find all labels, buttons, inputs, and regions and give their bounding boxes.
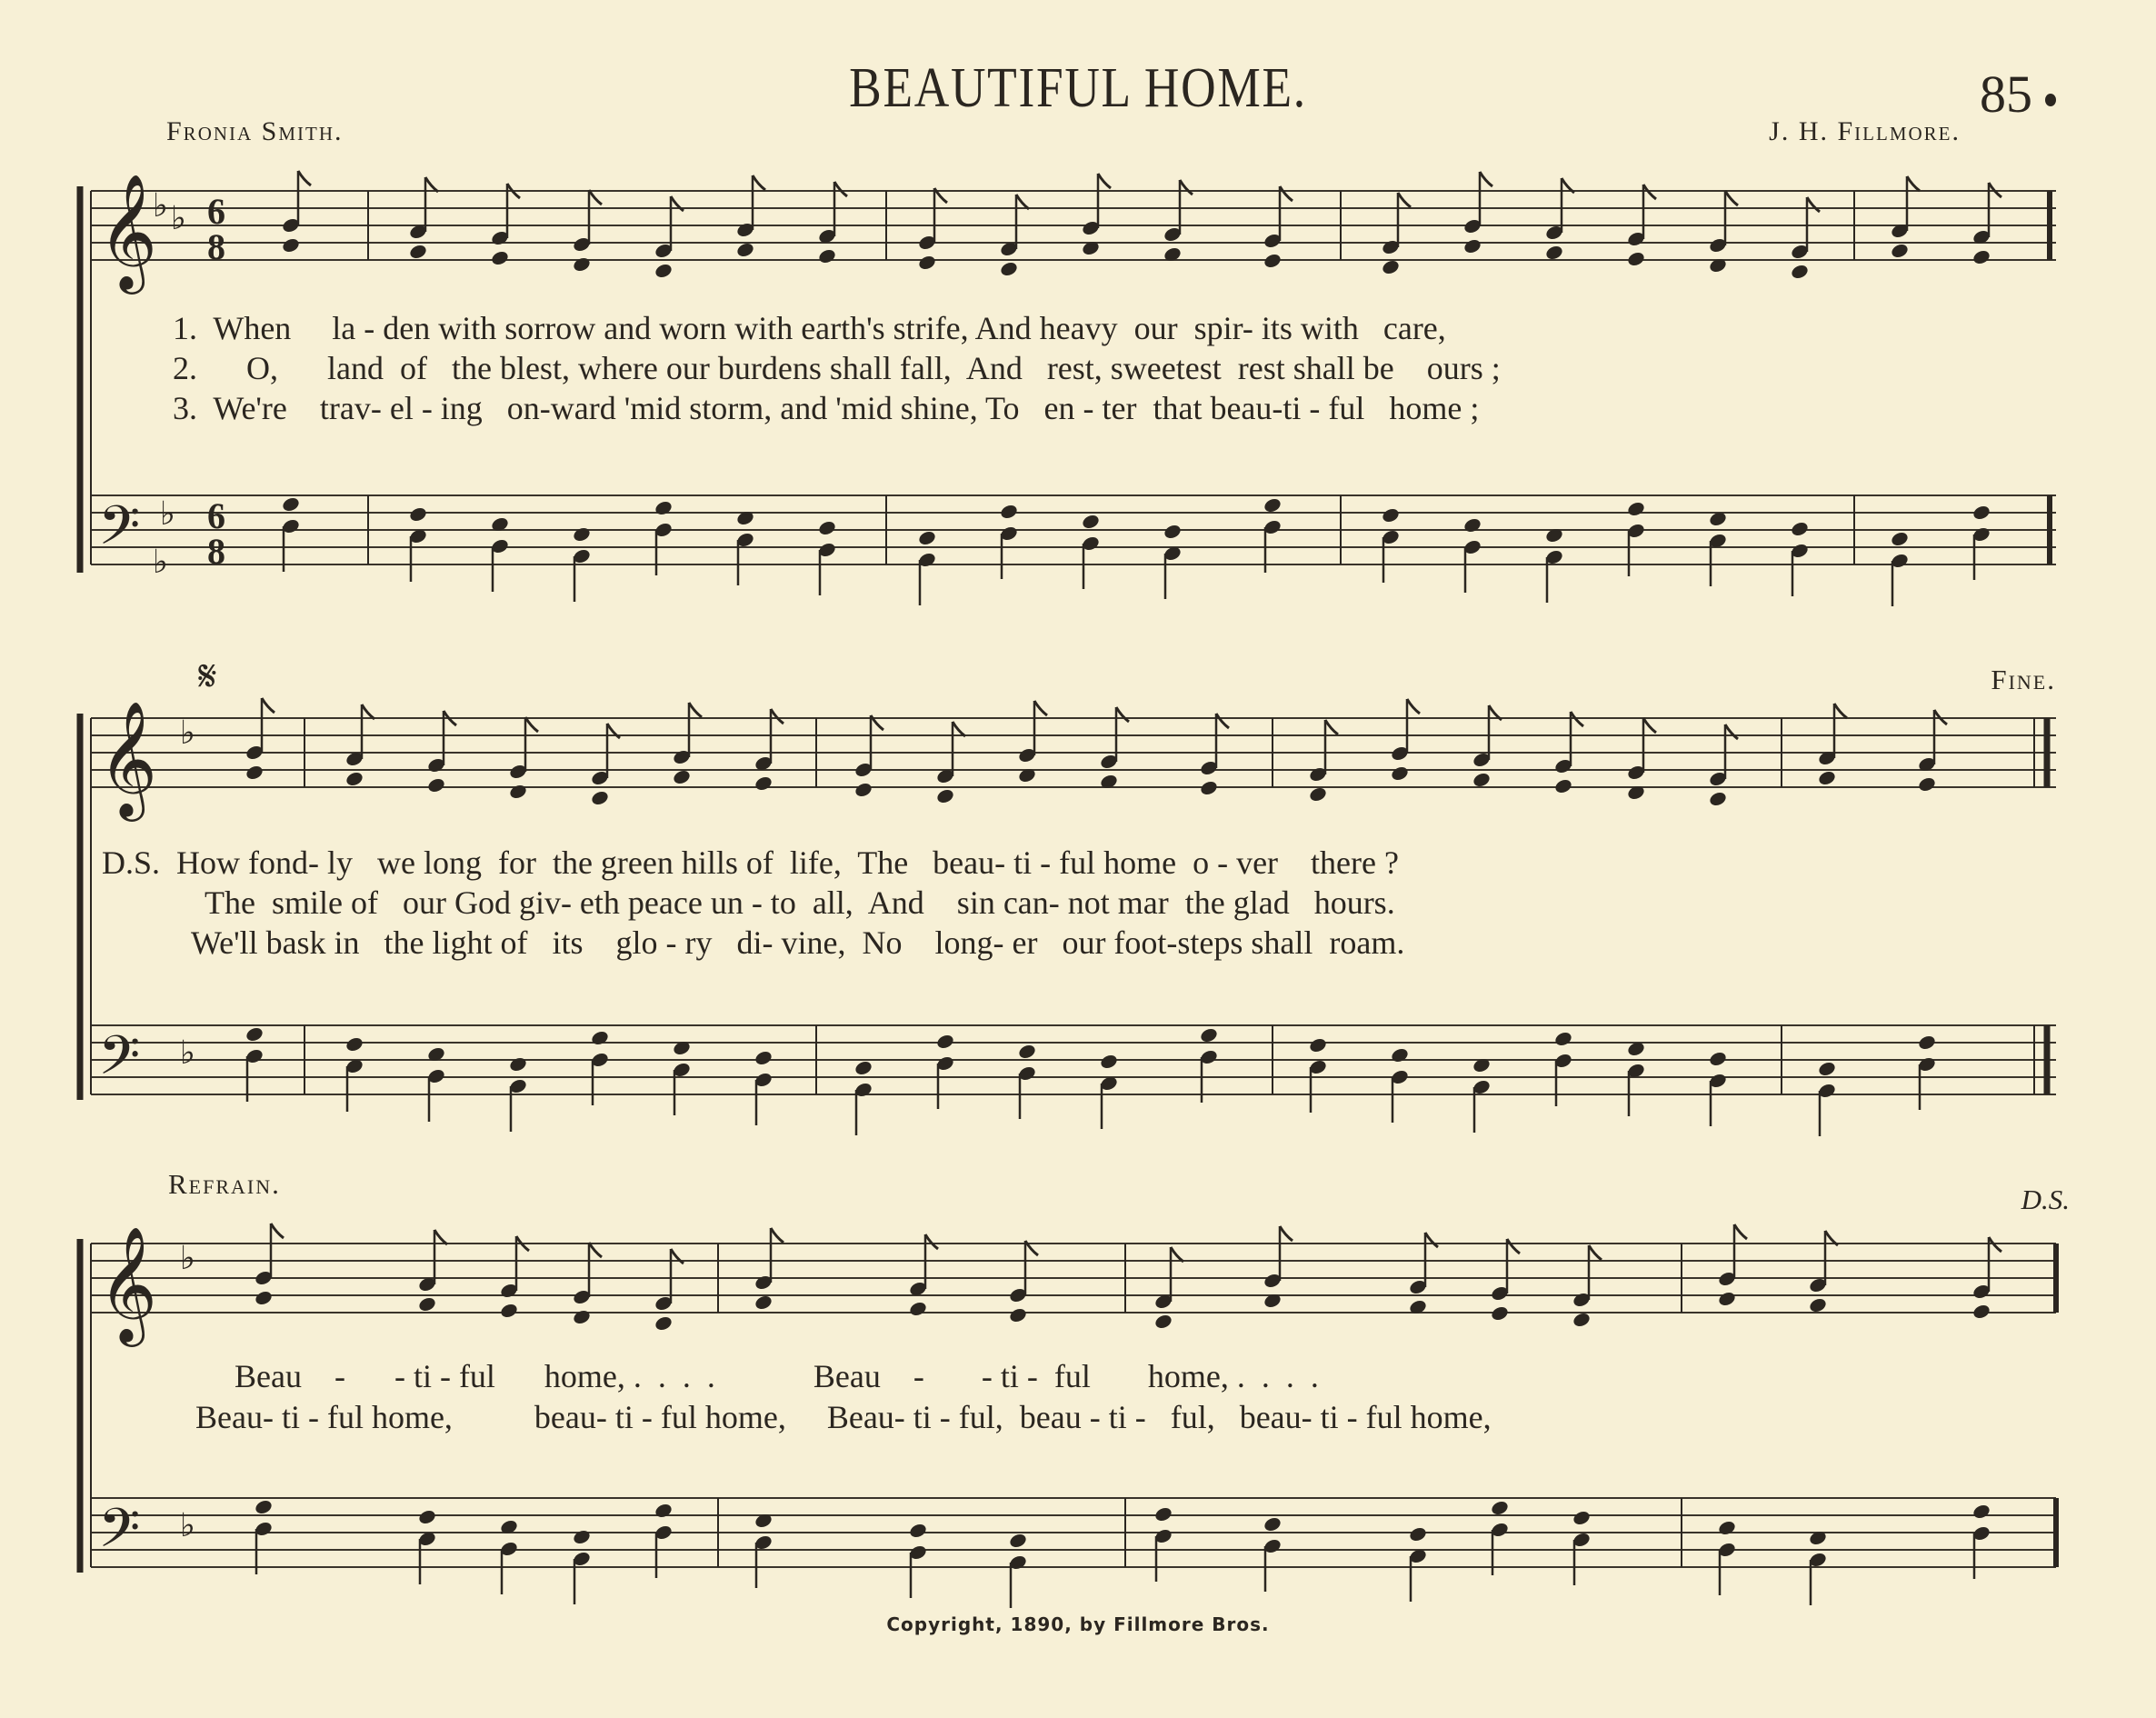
- notehead: [1917, 1034, 1937, 1051]
- note-flag: [262, 698, 274, 713]
- fine-label: Fine.: [1991, 664, 2056, 695]
- notehead: [245, 764, 265, 781]
- notehead: [1381, 258, 1401, 275]
- note-flag: [1480, 172, 1492, 186]
- notehead: [1490, 1304, 1510, 1322]
- notehead: [735, 241, 755, 258]
- note-flag: [1425, 1233, 1438, 1247]
- flat-icon: ♭: [160, 495, 175, 532]
- hymn-title: BEAUTIFUL HOME.: [849, 57, 1307, 119]
- notehead: [417, 1508, 437, 1525]
- treble-clef-icon: 𝄞: [98, 173, 158, 289]
- notehead: [1099, 1053, 1119, 1070]
- note-flag: [953, 722, 965, 736]
- notehead: [853, 781, 873, 798]
- note-flag: [834, 182, 847, 196]
- verse-2-line-2: The smile of our God giv- eth peace un - to all, And sin can- not mar the glad hours.: [205, 884, 1395, 921]
- notehead: [490, 249, 510, 266]
- notehead: [1472, 771, 1492, 788]
- notehead: [572, 1308, 592, 1325]
- note-flag: [1280, 1226, 1293, 1241]
- notehead: [908, 1300, 928, 1317]
- notehead: [254, 1498, 274, 1515]
- notehead: [1263, 252, 1283, 269]
- note-flag: [753, 175, 765, 190]
- flat-icon: ♭: [153, 544, 168, 580]
- flat-icon: ♭: [180, 714, 195, 751]
- note-flag: [1734, 1224, 1747, 1239]
- note-flag: [1907, 176, 1920, 191]
- flat-icon: ♭: [180, 1240, 195, 1276]
- notehead: [754, 1049, 774, 1066]
- notehead: [1153, 1313, 1173, 1330]
- notehead: [917, 254, 937, 271]
- page-number-text: 85: [1980, 65, 2032, 124]
- notehead: [1308, 785, 1328, 803]
- note-flag: [925, 1234, 938, 1249]
- segno-icon: 𝄋: [198, 653, 217, 701]
- notehead: [590, 789, 610, 806]
- treble-clef-icon: 𝄞: [98, 1225, 158, 1342]
- notehead: [1153, 1505, 1173, 1523]
- bass-clef-icon: 𝄢: [98, 1024, 141, 1100]
- note-flag: [1216, 714, 1229, 728]
- notehead: [572, 525, 592, 543]
- note-flag: [434, 1230, 447, 1244]
- notehead: [344, 1035, 364, 1053]
- notehead: [1717, 1290, 1737, 1307]
- notehead: [1708, 1050, 1728, 1067]
- notehead: [1890, 530, 1910, 547]
- refrain-label: Refrain.: [168, 1168, 281, 1200]
- notehead: [572, 1528, 592, 1545]
- notehead: [754, 1293, 774, 1311]
- verse-1-line-1: 1. When la - den with sorrow and worn with earth's strife, And heavy our spir- its with care,: [173, 310, 1446, 346]
- notehead: [1817, 1060, 1837, 1077]
- note-flag: [1325, 720, 1338, 734]
- notehead: [1808, 1296, 1828, 1313]
- flat-icon: ♭: [180, 1034, 195, 1071]
- note-flag: [1398, 193, 1411, 207]
- notehead: [1381, 506, 1401, 524]
- note-flag: [771, 709, 784, 724]
- notehead: [1553, 777, 1573, 794]
- notehead: [999, 503, 1019, 520]
- note-flag: [425, 177, 438, 192]
- notehead: [1572, 1311, 1592, 1328]
- note-flag: [1507, 1239, 1520, 1254]
- notehead: [344, 770, 364, 787]
- verse-1-line-2: D.S. How fond- ly we long for the green hills of life, The beau- ti - ful home o - ver there ?: [102, 844, 1399, 881]
- notehead: [508, 1055, 528, 1073]
- verse-3-line-1: 3. We're trav- el - ing on-ward 'mid storm, and 'mid shine, To en - ter that beau-ti - ful home ;: [173, 390, 1480, 426]
- notehead: [1717, 1519, 1737, 1536]
- note-flag: [771, 1228, 784, 1243]
- note-flag: [1725, 191, 1738, 205]
- notehead: [817, 247, 837, 265]
- treble-staff-2: [91, 718, 2056, 787]
- time-sig-top: 6: [207, 495, 225, 536]
- notehead: [1199, 779, 1219, 796]
- notehead: [1008, 1532, 1028, 1549]
- notehead: [1917, 775, 1937, 793]
- notehead: [999, 260, 1019, 277]
- notehead: [1708, 790, 1728, 807]
- notehead: [245, 1025, 265, 1043]
- notehead: [1790, 263, 1810, 280]
- notehead: [1971, 504, 1991, 521]
- notehead: [654, 1502, 674, 1519]
- treble-staff-3: [91, 1244, 2056, 1313]
- note-flag: [298, 171, 311, 185]
- ds-label: D.S.: [2021, 1184, 2070, 1215]
- refrain-soprano-line: Beau - - ti - ful home, . . . . Beau - - ti - ful home, . . . .: [235, 1358, 1319, 1394]
- note-flag: [1807, 197, 1820, 212]
- notehead: [281, 495, 301, 513]
- copyright-notice: Copyright, 1890, by Fillmore Bros.: [886, 1613, 1270, 1635]
- flat-icon: ♭: [153, 187, 168, 224]
- lyricist-credit: Fronia Smith.: [166, 116, 344, 146]
- note-flag: [589, 190, 602, 205]
- notehead: [1790, 520, 1810, 537]
- note-flag: [1180, 180, 1193, 195]
- notehead: [417, 1295, 437, 1313]
- notehead: [853, 1059, 873, 1076]
- note-flag: [1016, 195, 1029, 209]
- time-sig-bottom: 8: [207, 226, 225, 267]
- notehead: [1544, 244, 1564, 261]
- notehead: [572, 255, 592, 273]
- notehead: [1462, 237, 1482, 255]
- notehead: [935, 1033, 955, 1050]
- bass-staff-1: [91, 495, 2056, 564]
- time-sig-bottom: 8: [207, 531, 225, 572]
- notehead: [408, 505, 428, 523]
- note-flag: [362, 704, 374, 719]
- flat-icon: ♭: [171, 200, 186, 236]
- bass-staff-2: [91, 1025, 2056, 1094]
- bass-clef-icon: 𝄢: [98, 1496, 141, 1573]
- notehead: [817, 519, 837, 536]
- notehead: [281, 236, 301, 254]
- note-flag: [1171, 1247, 1183, 1262]
- notehead: [908, 1522, 928, 1539]
- verse-2-line-1: 2. O, land of the blest, where our burdens shall fall, And rest, sweetest rest shall be ours ;: [173, 350, 1501, 386]
- notehead: [590, 1029, 610, 1046]
- notehead: [1017, 1043, 1037, 1060]
- treble-clef-icon: 𝄞: [98, 700, 158, 816]
- notehead: [1462, 516, 1482, 534]
- notehead: [1490, 1499, 1510, 1516]
- notehead: [1890, 242, 1910, 259]
- note-flag: [525, 717, 538, 732]
- note-flag: [1643, 718, 1656, 733]
- notehead: [1263, 1515, 1283, 1533]
- notehead: [1572, 1509, 1592, 1526]
- bass-staff-3: [91, 1498, 2056, 1567]
- notehead: [1199, 1026, 1219, 1044]
- note-flag: [1034, 701, 1047, 715]
- notehead: [654, 262, 674, 279]
- notehead: [1553, 1030, 1573, 1047]
- notehead: [1390, 1046, 1410, 1064]
- notehead: [654, 499, 674, 516]
- note-flag: [1589, 1245, 1602, 1260]
- notehead: [254, 1289, 274, 1306]
- notehead: [1408, 1525, 1428, 1543]
- note-flag: [589, 1243, 602, 1257]
- notehead: [1971, 248, 1991, 265]
- notehead: [499, 1302, 519, 1319]
- notehead: [426, 776, 446, 794]
- notehead: [935, 787, 955, 804]
- note-flag: [1725, 724, 1738, 739]
- note-flag: [1834, 704, 1847, 718]
- note-flag: [271, 1224, 284, 1238]
- notehead: [1626, 500, 1646, 517]
- note-flag: [1116, 707, 1129, 722]
- notehead: [1163, 523, 1183, 540]
- notehead: [917, 529, 937, 546]
- note-flag: [1098, 174, 1111, 188]
- notehead: [672, 768, 692, 785]
- notehead: [1390, 764, 1410, 782]
- treble-staff-1: [91, 191, 2056, 260]
- notehead: [754, 774, 774, 792]
- notehead: [1971, 1503, 1991, 1520]
- note-flag: [1280, 186, 1293, 201]
- flat-icon: ♭: [180, 1507, 195, 1543]
- notehead: [508, 783, 528, 800]
- notehead: [408, 243, 428, 260]
- notehead: [1626, 250, 1646, 267]
- composer-credit: J. H. Fillmore.: [1769, 116, 1961, 146]
- bass-clef-icon: 𝄢: [98, 494, 141, 570]
- verse-3-line-2: We'll bask in the light of its glo - ry di- vine, No long- er our foot-steps shall roam.: [191, 924, 1405, 961]
- time-sig-top: 6: [207, 191, 225, 232]
- notehead: [1817, 769, 1837, 786]
- notehead: [1971, 1303, 1991, 1320]
- notehead: [654, 1314, 674, 1332]
- notehead: [1081, 513, 1101, 530]
- refrain-alto-line: Beau- ti - ful home, beau- ti - ful home, Beau- ti - ful, beau - ti - ful, beau- ti - ful home,: [195, 1399, 1492, 1435]
- notehead: [1263, 496, 1283, 514]
- note-flag: [1407, 699, 1420, 714]
- note-flag: [689, 703, 702, 717]
- notehead: [1008, 1306, 1028, 1323]
- notehead: [1308, 1036, 1328, 1054]
